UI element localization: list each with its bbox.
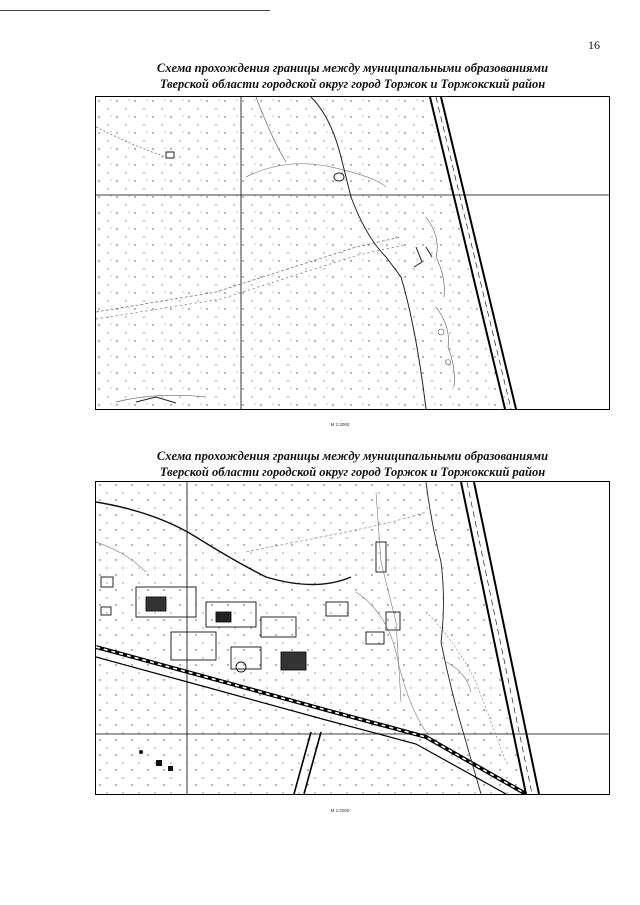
top-rule xyxy=(0,10,270,11)
vegetation-dots xyxy=(96,482,526,794)
map-title-2-line-1: Схема прохождения границы между муниципальными образованиями xyxy=(156,449,549,463)
map-2-drawing xyxy=(96,482,609,794)
page-number: 16 xyxy=(588,38,600,52)
map-frame-1[interactable] xyxy=(95,96,610,410)
scale-label-2: М 1:2000 xyxy=(330,808,350,813)
scale-label-1: М 1:2000 xyxy=(330,422,350,427)
map-frame-2[interactable] xyxy=(95,481,610,795)
vegetation-dots xyxy=(96,97,511,409)
map-title-1-line-1: Схема прохождения границы между муниципальными образованиями xyxy=(156,61,549,75)
map-title-2-line-2: Тверской области городской округ город Торжок и Торжокский район xyxy=(159,465,546,479)
map-title-2 xyxy=(95,448,610,480)
map-title-1 xyxy=(95,60,610,92)
map-title-1-line-2: Тверской области городской округ город Торжок и Торжокский район xyxy=(159,77,546,91)
map-1-drawing xyxy=(96,97,609,409)
